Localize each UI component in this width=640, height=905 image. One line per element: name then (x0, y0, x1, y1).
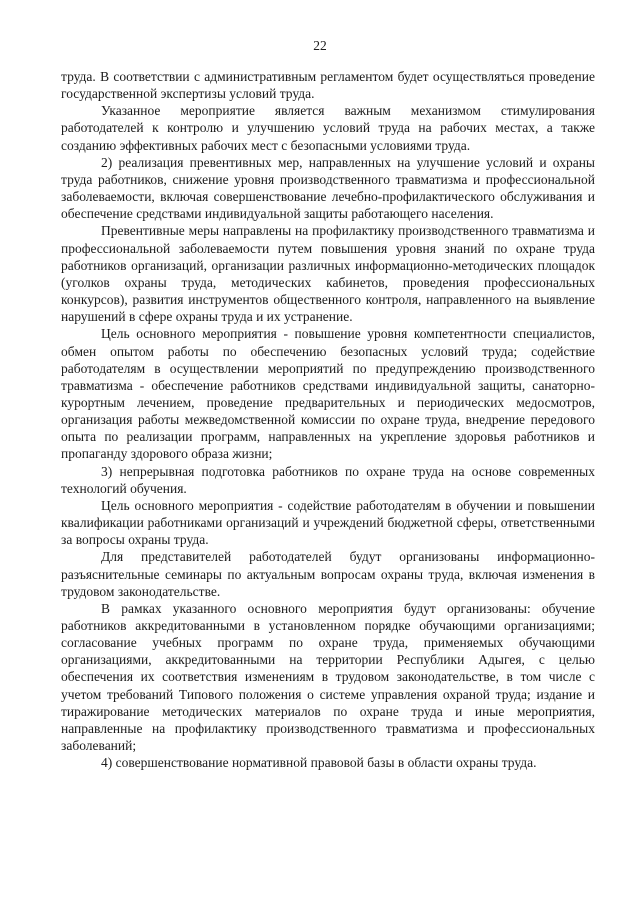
document-body (61, 68, 595, 771)
paragraph-item-4: 4) совершенствование нормативной правовой базы в области охраны труда. (101, 755, 537, 771)
paragraph-item-2: 2) реализация превентивных мер, направленных на улучшение условий и охраны труда работников, снижение уровня производственного травматизма и профессиональной заболеваемости, включая совершенствование лечебно-профилактического обслуживания и обеспечение средствами индивидуальной защиты работающего населения. (61, 154, 595, 222)
paragraph-seminars: Для представителей работодателей будут организованы информационно-разъяснительные семинары по актуальным вопросам охраны труда, включая изменения в трудовом законодательстве. (61, 549, 595, 599)
paragraph-training-activities: В рамках указанного основного мероприятия будут организованы: обучение работников аккредитованными в установленном порядке обучающими организациями; согласование учебных программ по охране труда, применяемых обучающими организациями, аккредитованными на территории Республики Адыгея, с целью обеспечения их соответствия изменениям в трудовом законодательстве, в том числе с учетом требований Типового положения о системе управления охраной труда; издание и тиражирование методических материалов по охране труда и иные мероприятия, направленные на профилактику производственного травматизма и профессиональных заболеваний; (61, 600, 595, 754)
paragraph-continuation: труда. В соответствии с административным регламентом будет осуществляться проведение государственной экспертизы условий труда. (61, 69, 595, 102)
paragraph-goal-training: Цель основного мероприятия - содействие работодателям в обучении и повышении квалификации работниками организаций и учреждений бюджетной сферы, ответственными за вопросы охраны труда. (61, 497, 595, 548)
paragraph-preventive-measures: Превентивные меры направлены на профилактику производственного травматизма и профессиональной заболеваемости путем повышения уровня знаний по охране труда работников организаций, организации различных информационно-методических площадок (уголков охраны труда, методических кабинетов, проведения профессиональных конкурсов), развития инструментов общественного контроля, направленного на выявление нарушений в сфере охраны труда и их устранение. (61, 223, 595, 325)
paragraph-goal-competence: Цель основного мероприятия - повышение уровня компетентности специалистов, обмен опытом работы по обеспечению безопасных условий труда; содействие работодателям в осуществлении мероприятий по предупреждению производственного травматизма - обеспечение работников средствами индивидуальной защиты, санаторно-курортным лечением, проведение предварительных и периодических медосмотров, организация работы межведомственной комиссии по охране труда, внедрение передового опыта по реализации программ, направленных на укрепление здоровья работников и пропаганду здорового образа жизни; (61, 326, 595, 462)
paragraph-mechanism: Указанное мероприятие является важным механизмом стимулирования работодателей к контролю и улучшению условий труда на рабочих местах, а также созданию эффективных рабочих мест с безопасными условиями труда. (61, 103, 595, 153)
paragraph-item-3: 3) непрерывная подготовка работников по охране труда на основе современных технологий обучения. (61, 463, 595, 496)
page-number: 22 (313, 38, 327, 53)
